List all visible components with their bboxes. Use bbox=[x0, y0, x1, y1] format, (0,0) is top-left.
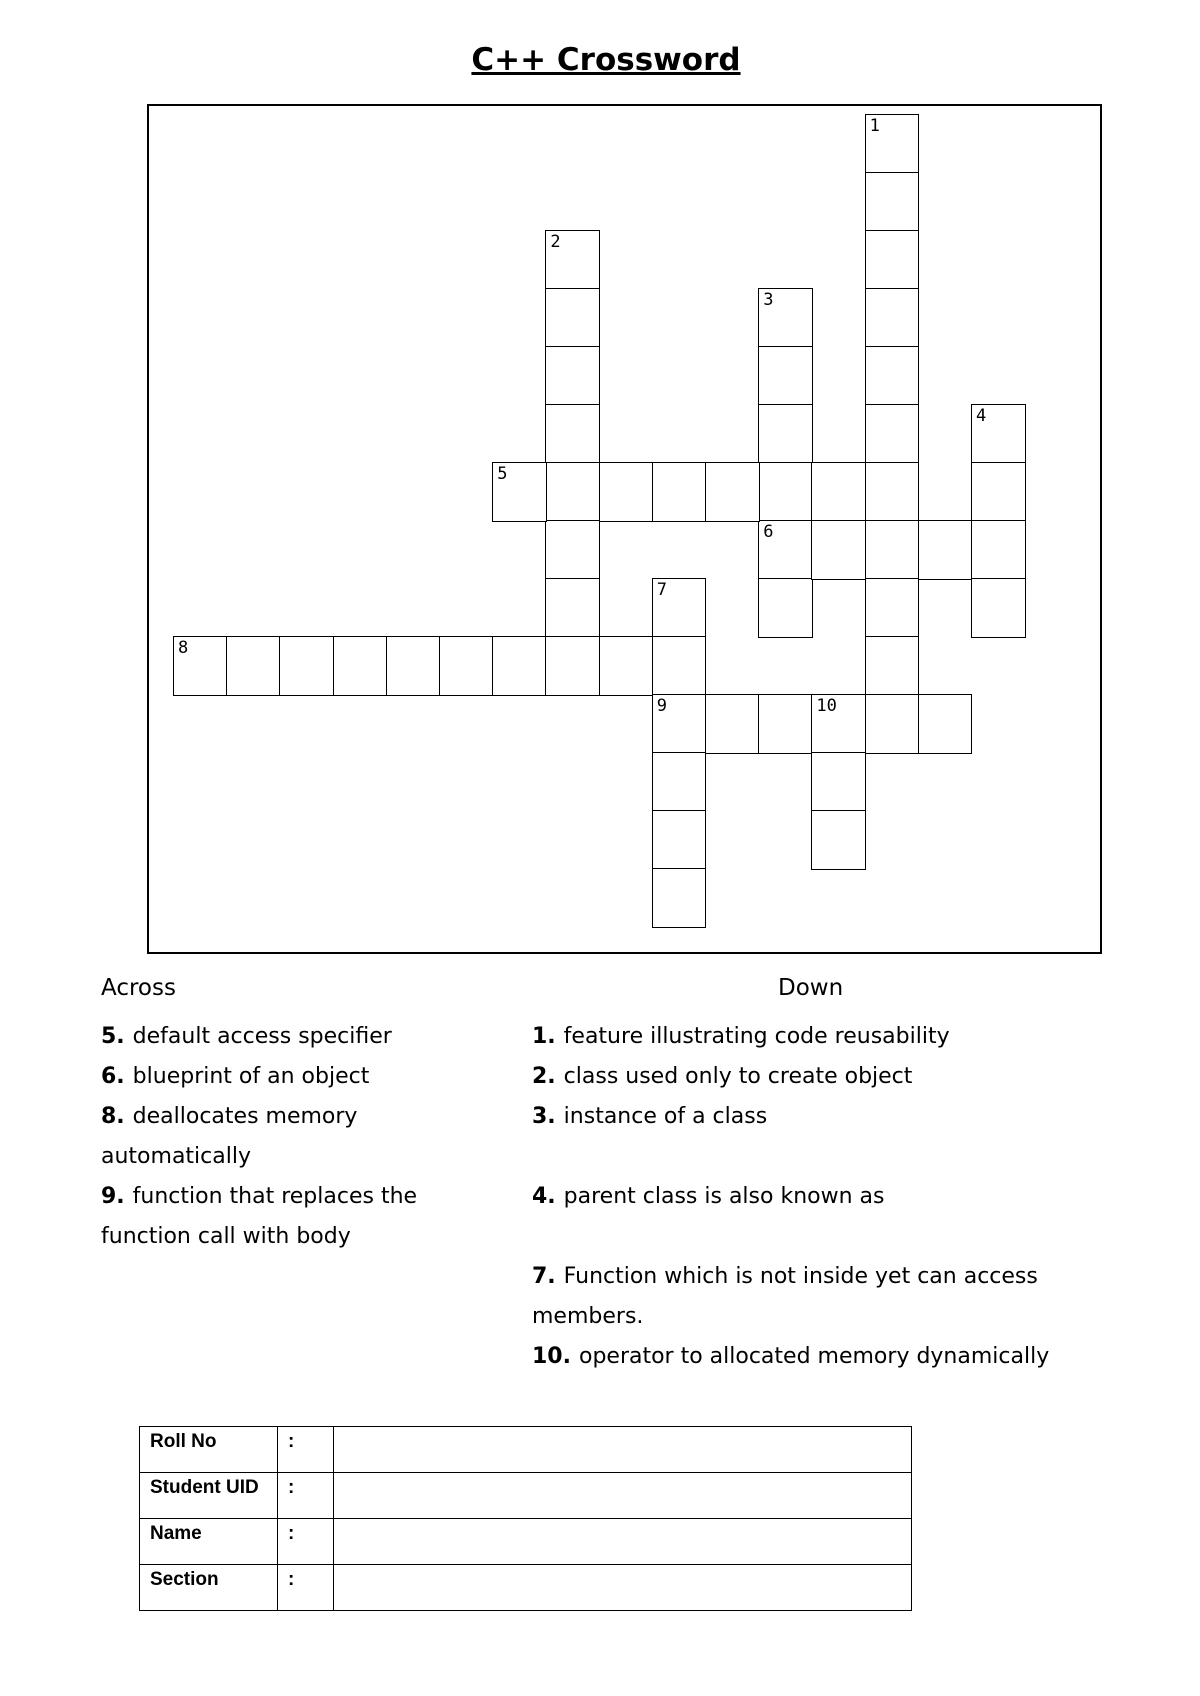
grid-cell[interactable] bbox=[652, 752, 707, 812]
info-separator: : bbox=[278, 1473, 334, 1519]
info-row-student-uid bbox=[140, 1473, 912, 1519]
grid-cell[interactable] bbox=[705, 462, 760, 522]
info-row-name bbox=[140, 1519, 912, 1565]
down-heading: Down bbox=[778, 975, 844, 1001]
grid-cell[interactable] bbox=[758, 578, 813, 638]
clue-number: 5 bbox=[497, 464, 508, 484]
grid-cell[interactable] bbox=[758, 404, 813, 464]
grid-cell[interactable] bbox=[811, 520, 866, 580]
across-heading: Across bbox=[101, 975, 176, 1001]
grid-cell[interactable] bbox=[811, 810, 866, 870]
grid-cell[interactable] bbox=[865, 172, 920, 232]
grid-cell[interactable] bbox=[545, 520, 600, 580]
name-field[interactable] bbox=[334, 1519, 912, 1565]
grid-cell[interactable] bbox=[545, 462, 600, 522]
grid-cell[interactable] bbox=[599, 462, 654, 522]
clue-number: 7 bbox=[656, 580, 668, 600]
grid-cell[interactable] bbox=[971, 520, 1026, 580]
grid-cell[interactable] bbox=[811, 694, 866, 754]
info-label: Student UID bbox=[140, 1473, 278, 1519]
down-clue-2: 2. class used only to create object bbox=[532, 1064, 913, 1089]
grid-cell[interactable] bbox=[652, 462, 707, 522]
grid-cell[interactable] bbox=[545, 288, 600, 348]
grid-cell[interactable] bbox=[386, 636, 441, 696]
across-clue-6: 6. blueprint of an object bbox=[101, 1064, 370, 1089]
grid-cell[interactable] bbox=[865, 694, 920, 754]
info-label: Roll No bbox=[140, 1427, 278, 1473]
grid-cell[interactable] bbox=[865, 230, 920, 290]
grid-cell[interactable] bbox=[758, 520, 813, 580]
info-separator: : bbox=[278, 1565, 334, 1611]
down-clue-7: 7. Function which is not inside yet can access members. bbox=[532, 1264, 1038, 1329]
info-label: Section bbox=[140, 1565, 278, 1611]
grid-cell[interactable] bbox=[758, 694, 813, 754]
grid-cell[interactable] bbox=[811, 462, 866, 522]
grid-cell[interactable] bbox=[492, 462, 547, 522]
grid-cell[interactable] bbox=[865, 636, 920, 696]
grid-cell[interactable] bbox=[865, 578, 920, 638]
grid-cell[interactable] bbox=[971, 462, 1026, 522]
grid-cell[interactable] bbox=[652, 578, 707, 638]
student-info-table bbox=[139, 1426, 912, 1611]
grid-cell[interactable] bbox=[918, 520, 973, 580]
grid-cell[interactable] bbox=[758, 288, 813, 348]
info-separator: : bbox=[278, 1519, 334, 1565]
grid-cell[interactable] bbox=[865, 114, 920, 174]
across-clue-9: 9. function that replaces the function call with body bbox=[101, 1184, 418, 1249]
across-clue-8: 8. deallocates memory automatically bbox=[101, 1104, 358, 1169]
clue-number: 6 bbox=[763, 522, 774, 542]
grid-cell[interactable] bbox=[918, 694, 973, 754]
student-uid-field[interactable] bbox=[334, 1473, 912, 1519]
grid-cell[interactable] bbox=[705, 694, 760, 754]
page-title: C++ Crossword bbox=[471, 42, 741, 78]
section-field[interactable] bbox=[334, 1565, 912, 1611]
down-clue-3: 3. instance of a class bbox=[532, 1104, 768, 1129]
grid-cell[interactable] bbox=[865, 346, 920, 406]
grid-cell[interactable] bbox=[865, 520, 920, 580]
across-clue-5: 5. default access specifier bbox=[101, 1024, 392, 1049]
grid-cell[interactable] bbox=[545, 230, 600, 290]
grid-cell[interactable] bbox=[333, 636, 388, 696]
grid-cell[interactable] bbox=[652, 868, 707, 928]
grid-cell[interactable] bbox=[652, 810, 707, 870]
grid-cell[interactable] bbox=[226, 636, 281, 696]
grid-cell[interactable] bbox=[279, 636, 334, 696]
grid-cell[interactable] bbox=[545, 636, 600, 696]
grid-cell[interactable] bbox=[865, 462, 920, 522]
clue-number: 2 bbox=[550, 232, 561, 252]
grid-cell[interactable] bbox=[173, 636, 228, 696]
grid-cell[interactable] bbox=[492, 636, 547, 696]
grid-cell[interactable] bbox=[599, 636, 654, 696]
grid-cell[interactable] bbox=[865, 404, 920, 464]
down-clue-1: 1. feature illustrating code reusability bbox=[532, 1024, 950, 1049]
grid-cell[interactable] bbox=[865, 288, 920, 348]
clue-number: 4 bbox=[976, 406, 987, 426]
grid-cell[interactable] bbox=[439, 636, 494, 696]
grid-cell[interactable] bbox=[545, 404, 600, 464]
grid-cell[interactable] bbox=[652, 636, 707, 696]
clue-number: 8 bbox=[178, 638, 189, 658]
grid-cell[interactable] bbox=[545, 346, 600, 406]
grid-cell[interactable] bbox=[545, 578, 600, 638]
grid-cell[interactable] bbox=[971, 404, 1026, 464]
grid-cell[interactable] bbox=[652, 694, 707, 754]
info-label: Name bbox=[140, 1519, 278, 1565]
info-row-section bbox=[140, 1565, 912, 1611]
info-row-roll-no bbox=[140, 1427, 912, 1473]
grid-cell[interactable] bbox=[971, 578, 1026, 638]
grid-cell[interactable] bbox=[758, 346, 813, 406]
clue-number: 3 bbox=[763, 290, 774, 310]
across-clues bbox=[101, 1017, 461, 1257]
down-clues bbox=[532, 1017, 1112, 1377]
clue-number: 9 bbox=[656, 696, 668, 716]
clue-number: 1 bbox=[869, 116, 880, 136]
info-separator: : bbox=[278, 1427, 334, 1473]
roll-no-field[interactable] bbox=[334, 1427, 912, 1473]
grid-cell[interactable] bbox=[758, 462, 813, 522]
grid-cell[interactable] bbox=[811, 752, 866, 812]
down-clue-4: 4. parent class is also known as bbox=[532, 1184, 885, 1209]
down-clue-10: 10. operator to allocated memory dynamically bbox=[532, 1344, 1050, 1369]
clue-number: 10 bbox=[816, 696, 837, 716]
